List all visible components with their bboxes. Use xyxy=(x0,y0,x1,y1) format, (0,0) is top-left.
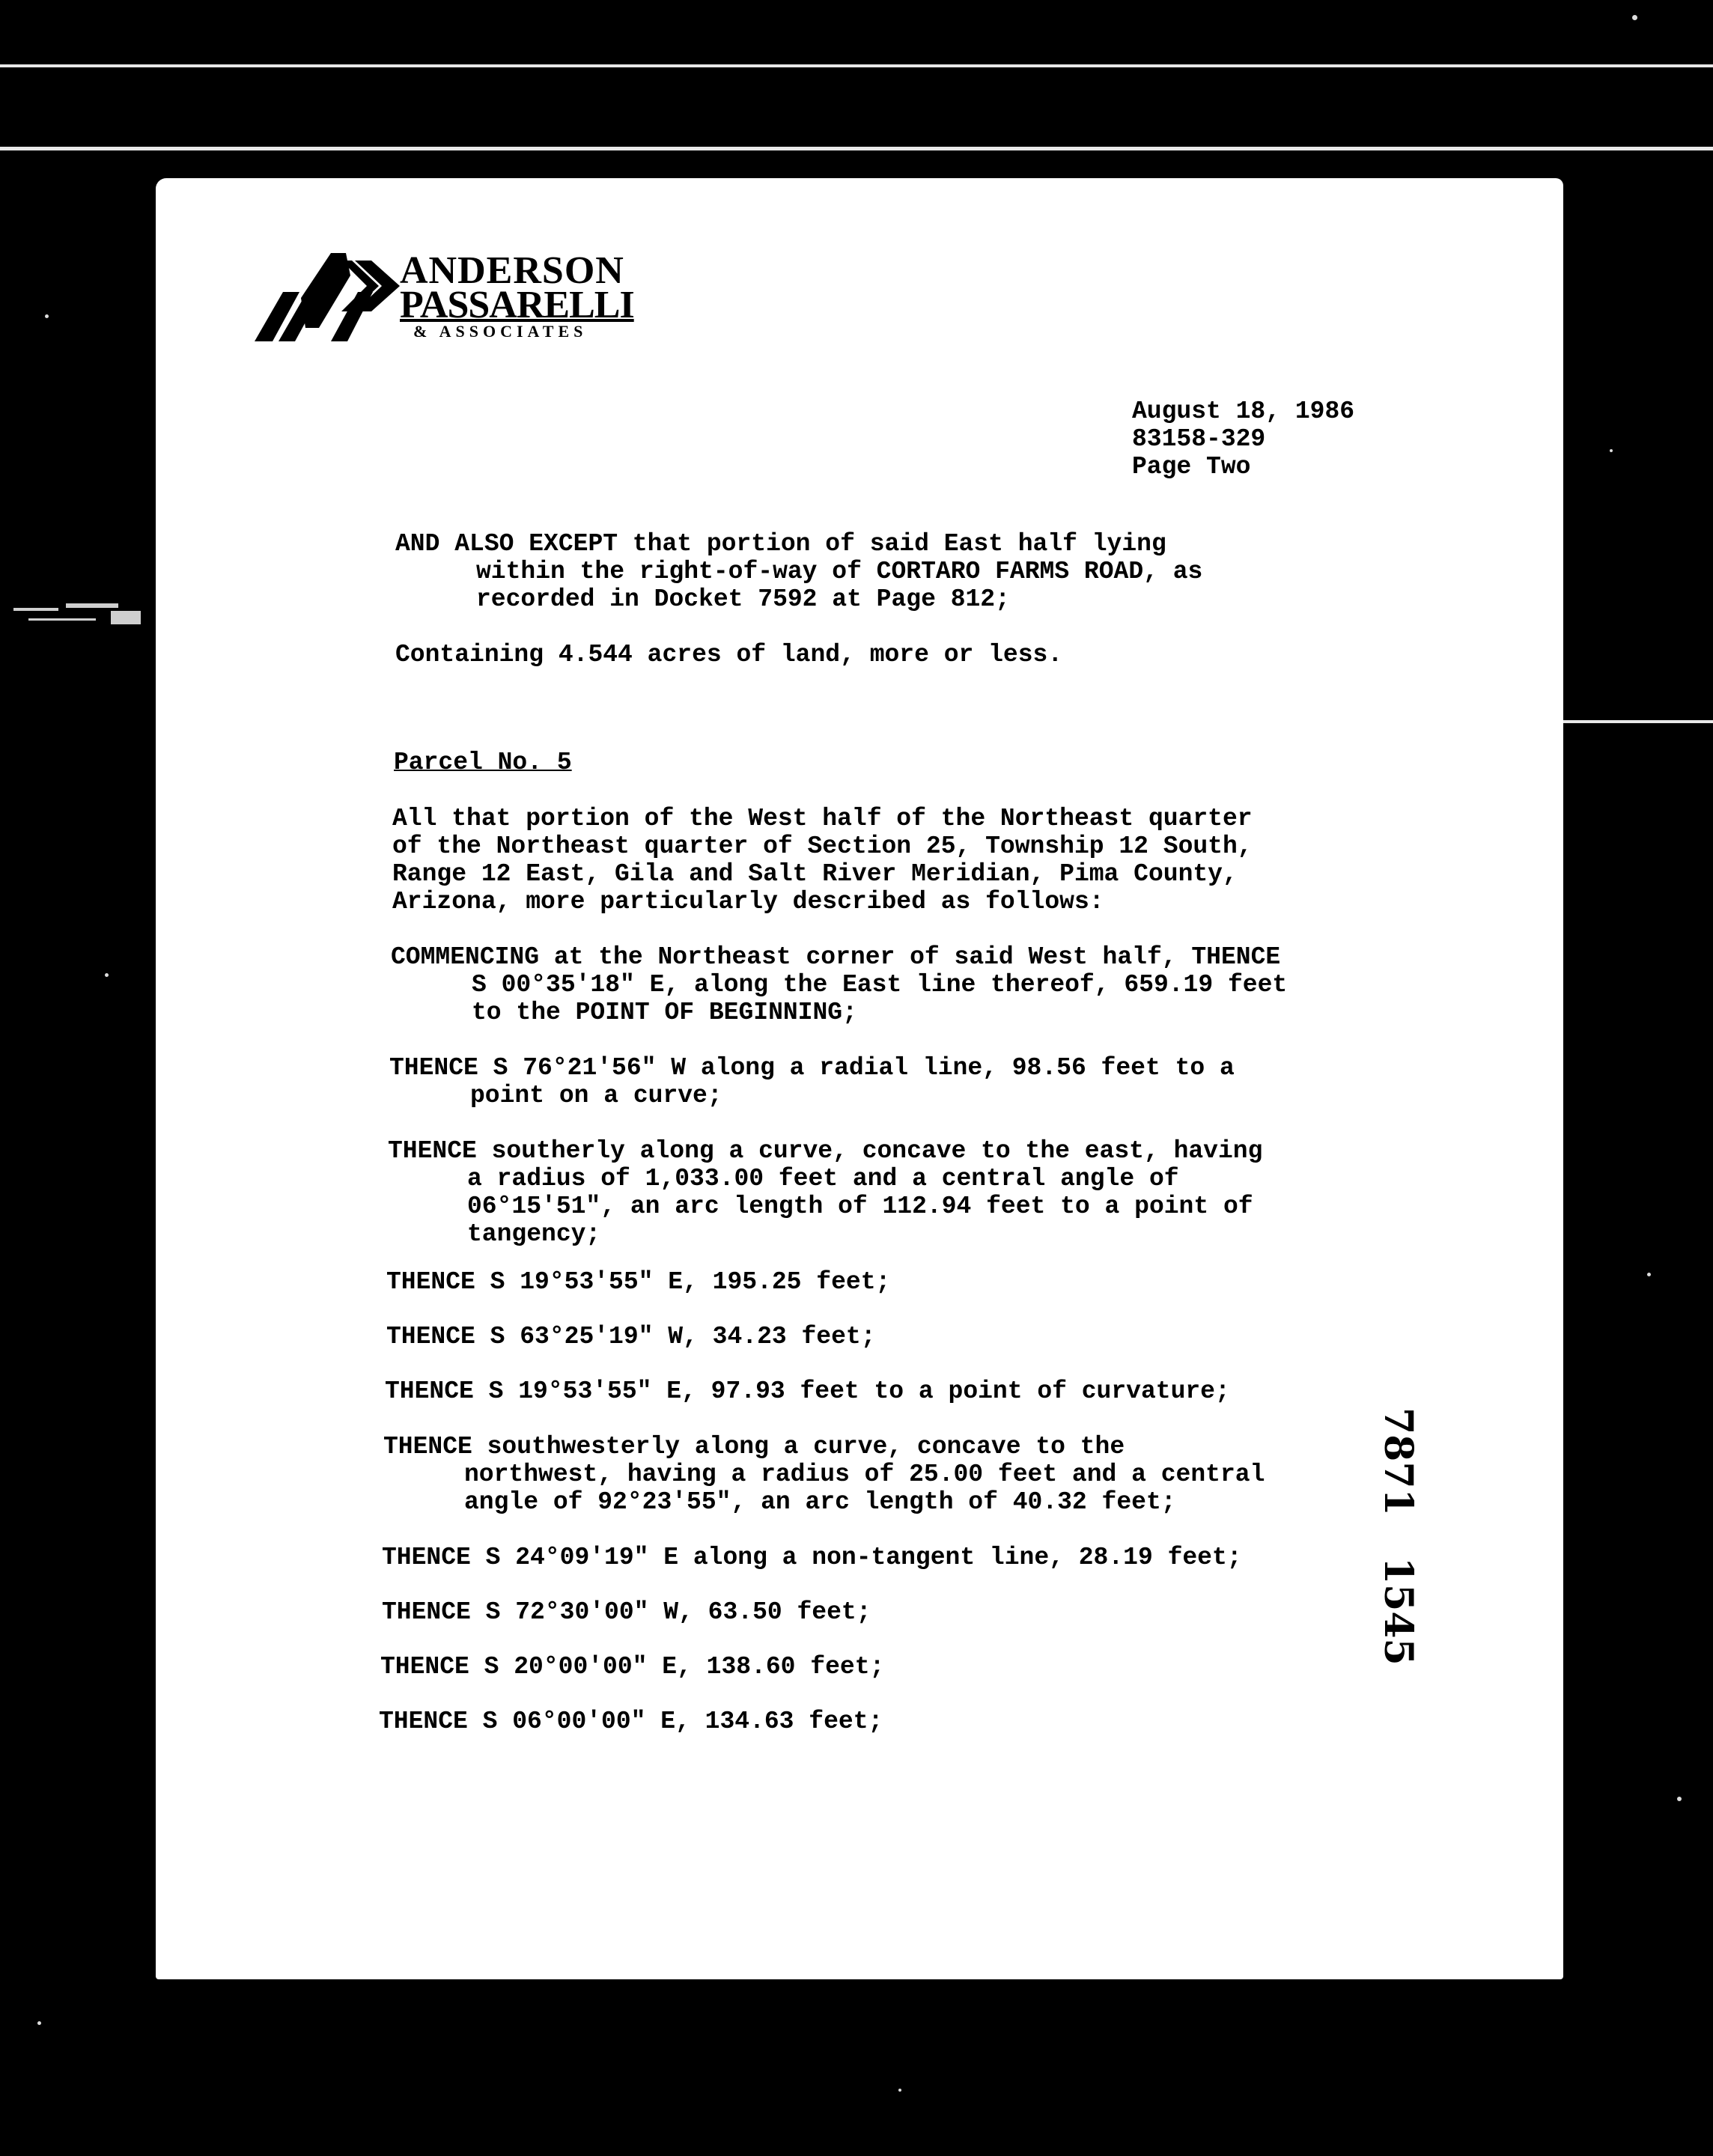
course-line: THENCE S 19°53'55" E, 97.93 feet to a point of curvature; xyxy=(385,1377,1230,1405)
recording-page-number: 1545 xyxy=(1375,1557,1421,1666)
scan-noise-patch xyxy=(6,593,148,635)
course-line: THENCE S 63°25'19" W, 34.23 feet; xyxy=(386,1323,876,1350)
logo-wordmark-line1: ANDERSON xyxy=(400,249,624,292)
course-line: THENCE S 24°09'19" E along a non-tangent line, 28.19 feet; xyxy=(382,1544,1242,1571)
scan-speck xyxy=(37,2021,41,2025)
except-paragraph-line: within the right-of-way of CORTARO FARMS ROAD, as xyxy=(476,558,1203,585)
scan-rule-second xyxy=(0,147,1713,150)
course-line: THENCE S 20°00'00" E, 138.60 feet; xyxy=(380,1653,885,1681)
scan-rule-top xyxy=(0,64,1713,67)
parcel-description-line: Arizona, more particularly described as follows: xyxy=(392,888,1104,916)
recording-docket-number: 7871 xyxy=(1375,1407,1421,1516)
course-line: point on a curve; xyxy=(470,1082,722,1109)
letter-reference-block xyxy=(1132,398,1354,481)
logo-wordmark-line3: & ASSOCIATES xyxy=(413,322,588,341)
scan-speck xyxy=(45,314,49,318)
ap-chevrons-logo-icon xyxy=(253,253,400,344)
course-line: THENCE S 06°00'00" E, 134.63 feet; xyxy=(379,1708,883,1735)
letter-date: August 18, 1986 xyxy=(1132,398,1355,425)
except-paragraph-line: recorded in Docket 7592 at Page 812; xyxy=(476,585,1010,613)
scan-speck xyxy=(1632,15,1637,20)
recording-stamp xyxy=(1363,1407,1430,1677)
course-line: tangency; xyxy=(467,1220,601,1248)
commencing-line: S 00°35'18" E, along the East line thereof, 659.19 feet xyxy=(472,971,1288,999)
parcel-description-line: of the Northeast quarter of Section 25, Township 12 South, xyxy=(392,832,1253,860)
logo-wordmark-line2: PASSARELLI xyxy=(400,284,634,326)
scan-speck xyxy=(105,973,109,977)
course-line: THENCE southerly along a curve, concave to the east, having xyxy=(388,1137,1263,1165)
course-line: a radius of 1,033.00 feet and a central angle of xyxy=(467,1165,1179,1193)
parcel-description-line: All that portion of the West half of the Northeast quarter xyxy=(392,805,1253,832)
acreage-statement: Containing 4.544 acres of land, more or less. xyxy=(395,641,1063,669)
scan-speck xyxy=(1647,1273,1651,1276)
course-line: THENCE S 72°30'00" W, 63.50 feet; xyxy=(382,1598,871,1626)
course-line: 06°15'51", an arc length of 112.94 feet to a point of xyxy=(467,1193,1253,1220)
parcel-description-line: Range 12 East, Gila and Salt River Meridian, Pima County, xyxy=(392,860,1238,888)
scan-speck xyxy=(1677,1797,1682,1801)
company-logo xyxy=(253,247,642,344)
course-line: THENCE southwesterly along a curve, concave to the xyxy=(383,1433,1125,1461)
scan-speck xyxy=(898,2089,901,2092)
except-paragraph-line: AND ALSO EXCEPT that portion of said East half lying xyxy=(395,530,1166,558)
course-line: THENCE S 76°21'56" W along a radial line, 98.56 feet to a xyxy=(389,1054,1235,1082)
page-number: Page Two xyxy=(1132,453,1251,481)
commencing-line: COMMENCING at the Northeast corner of said West half, THENCE xyxy=(391,943,1281,971)
course-line: angle of 92°23'55", an arc length of 40.32 feet; xyxy=(464,1488,1176,1516)
scan-speck xyxy=(1610,449,1613,452)
course-line: THENCE S 19°53'55" E, 195.25 feet; xyxy=(386,1268,891,1296)
commencing-line: to the POINT OF BEGINNING; xyxy=(472,999,857,1026)
course-line: northwest, having a radius of 25.00 feet and a central xyxy=(464,1461,1265,1488)
job-number: 83158-329 xyxy=(1132,425,1266,453)
scan-rule-right xyxy=(1563,720,1713,723)
parcel-heading: Parcel No. 5 xyxy=(394,749,572,776)
